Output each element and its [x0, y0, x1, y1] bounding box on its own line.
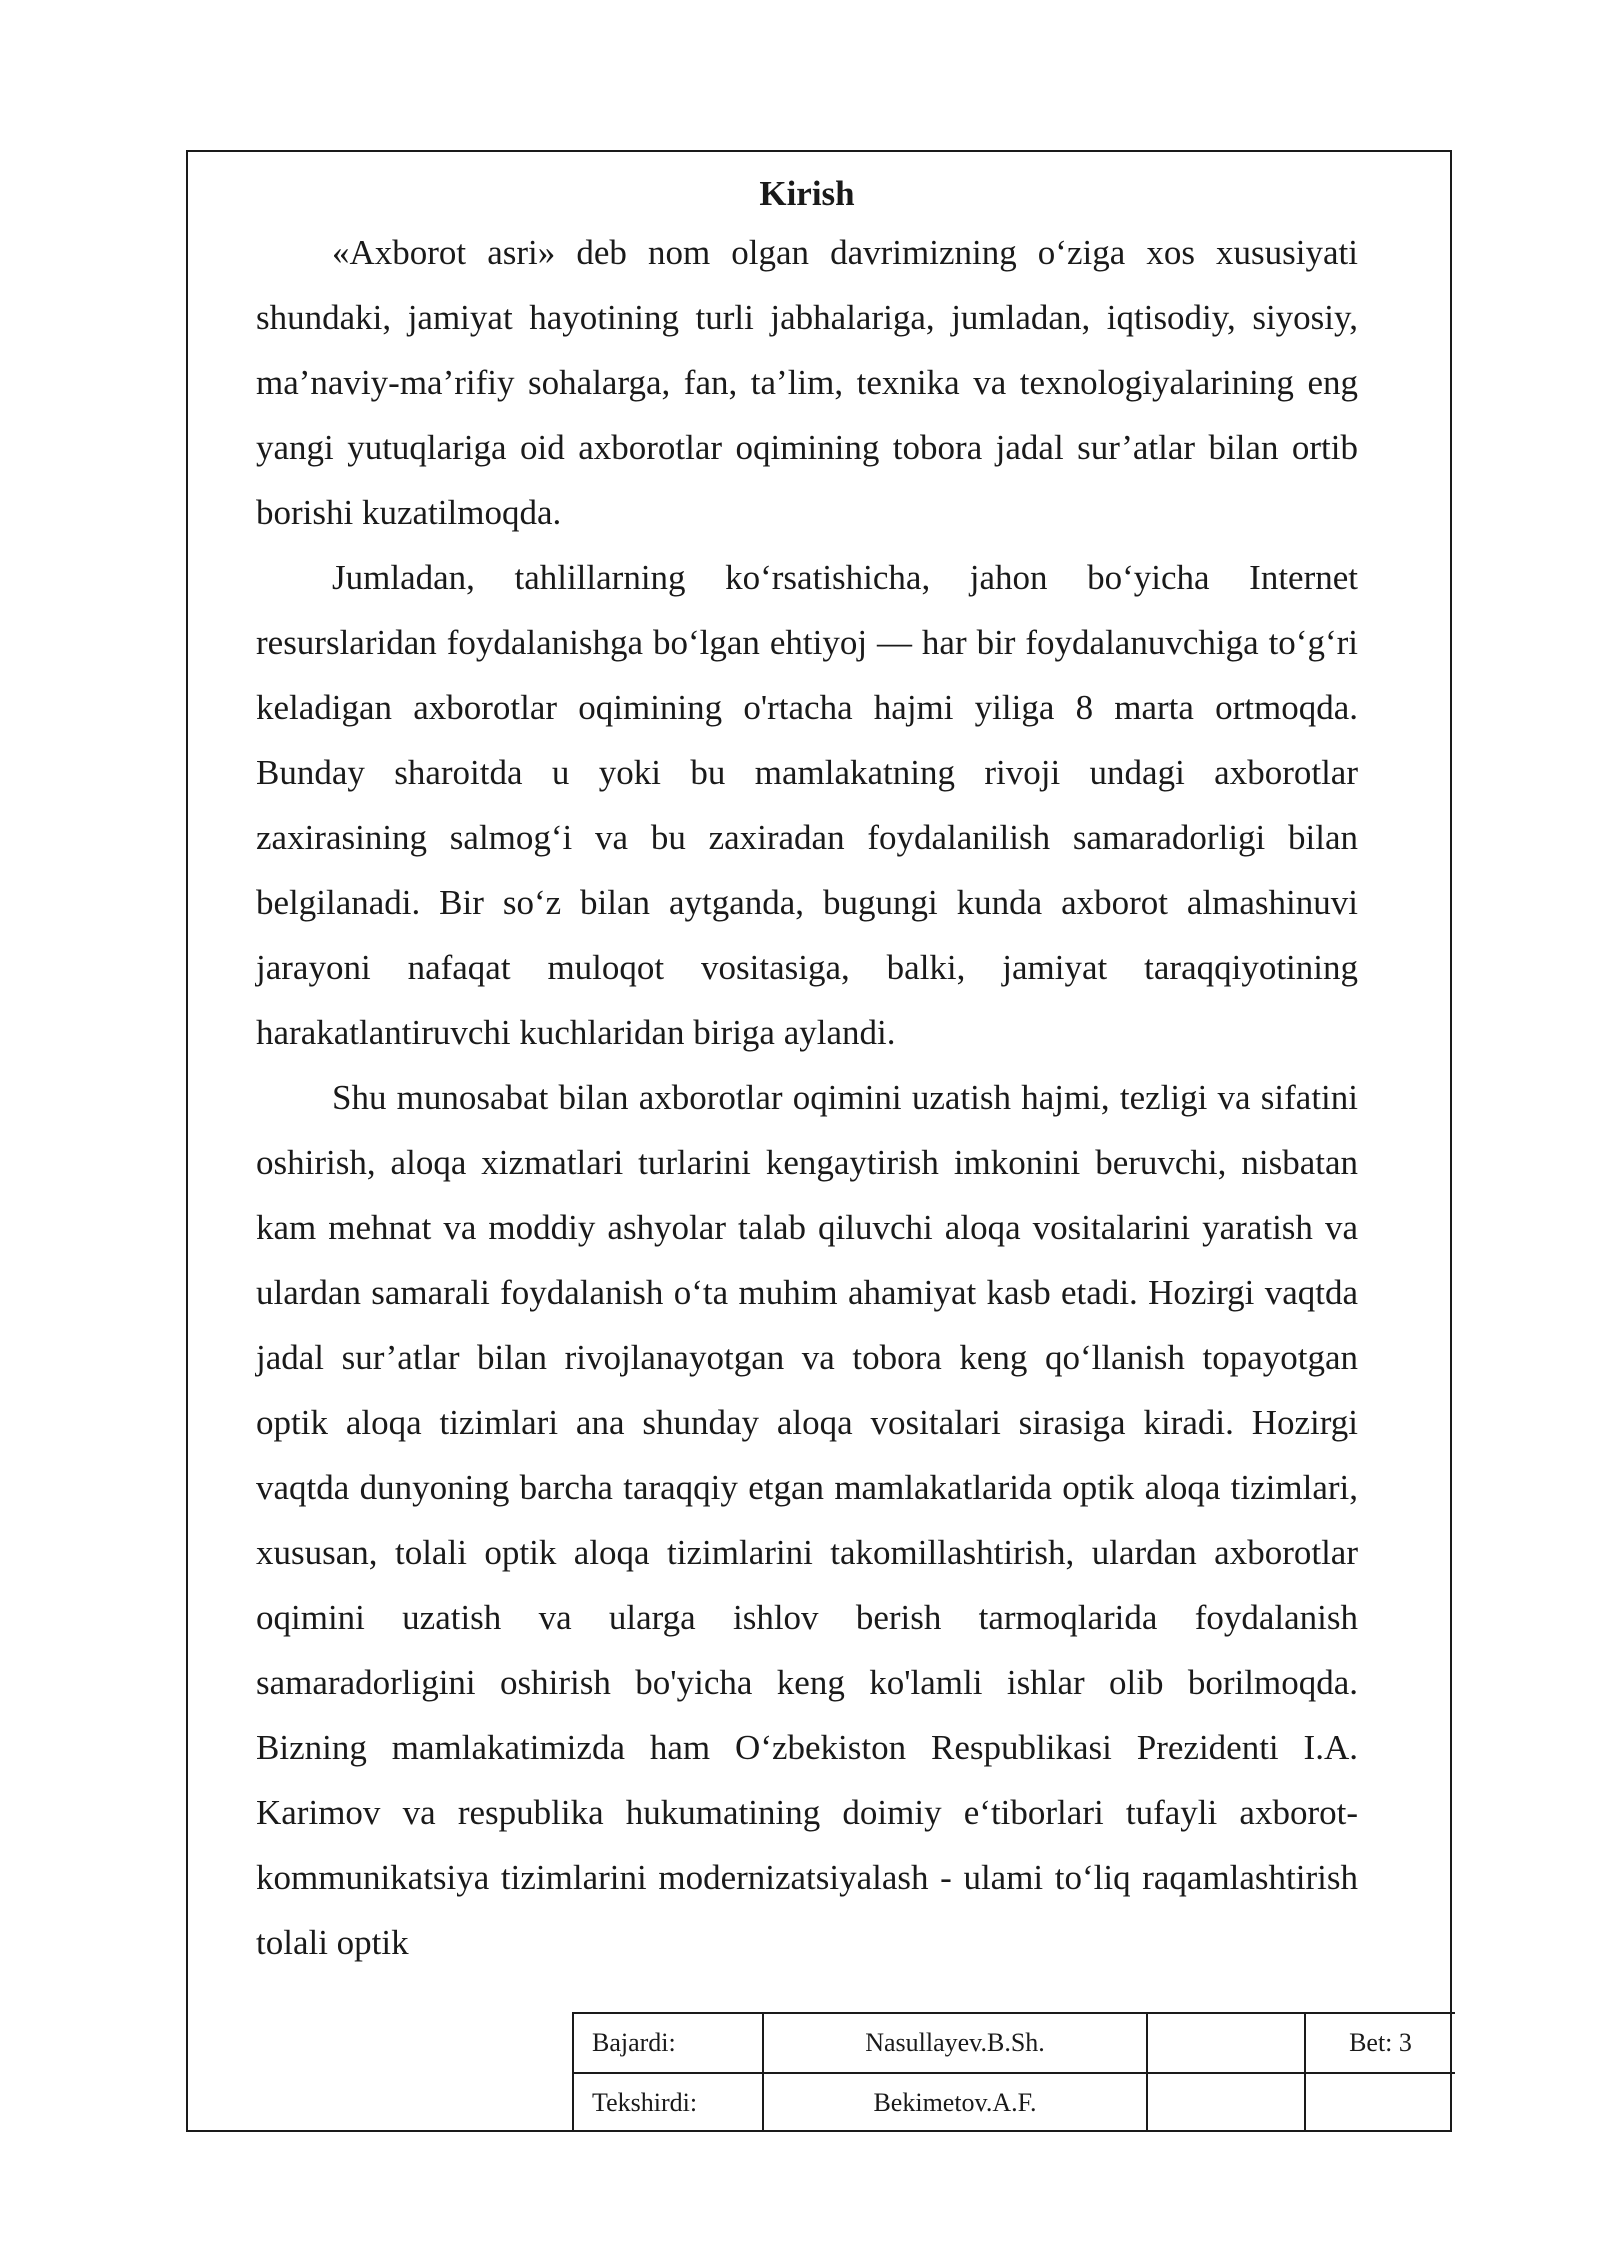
performed-name: Nasullayev.B.Sh. — [763, 2013, 1147, 2073]
empty-cell — [1305, 2073, 1455, 2132]
performed-signature-cell — [1147, 2013, 1305, 2073]
checked-label: Tekshirdi: — [573, 2073, 763, 2132]
page-number: Bet: 3 — [1305, 2013, 1455, 2073]
paragraph-1: «Axborot asri» deb nom olgan davrimizning o‘ziga xos xususiyati shundaki, jamiyat hayotining turli jabhalariga, jumladan, iqtisodiy, siyosiy, ma’naviy-ma’rifiy sohalarga, fan, ta’lim, texnika va texnologiyalarining eng yangi yutuqlariga oid axborotlar oqimining tobora jadal sur’atlar bilan ortib borishi kuzatilmoqda. — [256, 233, 1358, 532]
stamp-row-performed — [573, 2013, 1455, 2073]
section-title: Kirish — [759, 174, 855, 213]
checked-name: Bekimetov.A.F. — [763, 2073, 1147, 2132]
checked-signature-cell — [1147, 2073, 1305, 2132]
page-frame — [186, 150, 1452, 2132]
paragraph-3: Shu munosabat bilan axborotlar oqimini uzatish hajmi, tezligi va sifatini oshirish, aloqa xizmatlari turlarini kengaytirish imkonini beruvchi, nisbatan kam mehnat va moddiy ashyolar talab qiluvchi aloqa vositalarini yaratish va ulardan samarali foydalanish o‘ta muhim ahamiyat kasb etadi. Hozirgi vaqtda jadal sur’atlar bilan rivojlanayotgan va tobora keng qo‘llanish topayotgan optik aloqa tizimlari ana shunday aloqa vositalari sirasiga kiradi. Hozirgi vaqtda dunyoning barcha taraqqiy etgan mamlakatlarida optik aloqa tizimlari, xususan, tolali optik aloqa tizimlarini takomillashtirish, ulardan axborotlar oqimini uzatish va ularga ishlov berish tarmoqlarida foydalanish samaradorligini oshirish bo'yicha keng ko'lamli ishlar olib borilmoqda. Bizning mamlakatimizda ham O‘zbekiston Respublikasi Prezidenti I.A. Karimov va respublika hukumatining doimiy e‘tiborlari tufayli axborot-kommunikatsiya tizimlarini modernizatsiyalash - ulami to‘liq raqamlashtirish tolali optik — [256, 1078, 1358, 1962]
title-block-stamp — [572, 2012, 1455, 2132]
paragraph-2: Jumladan, tahlillarning ko‘rsatishicha, jahon bo‘yicha Internet resurslaridan foydalanishga bo‘lgan ehtiyoj — har bir foydalanuvchiga to‘g‘ri keladigan axborotlar oqimining o'rtacha hajmi yiliga 8 marta ortmoqda. Bunday sharoitda u yoki bu mamlakatning rivoji undagi axborotlar zaxirasining salmog‘i va bu zaxiradan foydalanilish samaradorligi bilan belgilanadi. Bir so‘z bilan aytganda, bugungi kunda axborot almashinuvi jarayoni nafaqat muloqot vositasiga, balki, jamiyat taraqqiyotining harakatlantiruvchi kuchlaridan biriga aylandi. — [256, 558, 1358, 1052]
stamp-row-checked — [573, 2073, 1455, 2132]
document-body — [256, 170, 1358, 1975]
performed-label: Bajardi: — [573, 2013, 763, 2073]
